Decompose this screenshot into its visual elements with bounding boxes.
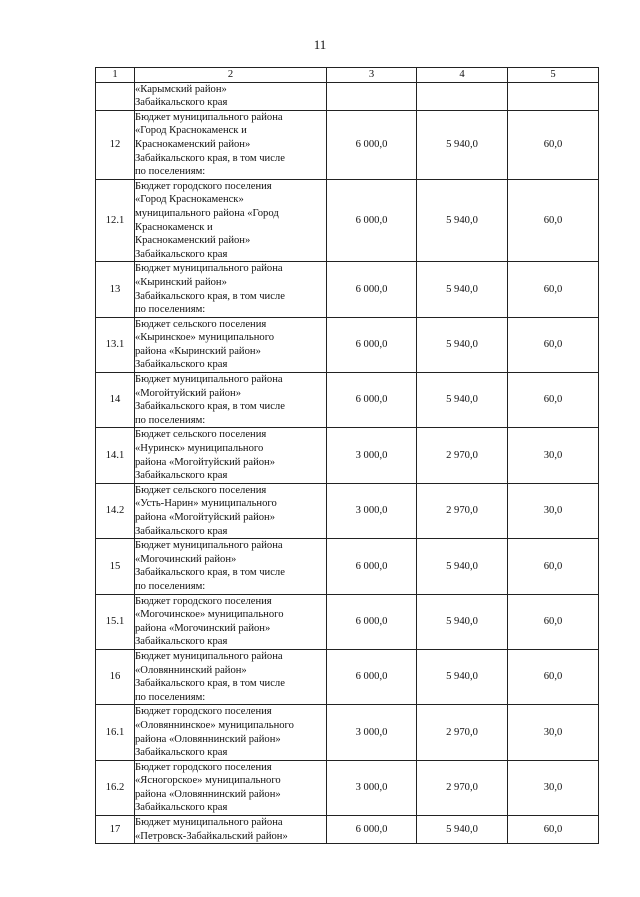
col3-value: 3 000,0 [327, 483, 417, 538]
table-row [96, 539, 599, 594]
col3-value: 3 000,0 [327, 705, 417, 760]
col5-value: 60,0 [508, 373, 599, 428]
col3-value: 3 000,0 [327, 428, 417, 483]
col3-value: 6 000,0 [327, 110, 417, 179]
row-number: 14.1 [96, 428, 135, 483]
table-row [96, 760, 599, 815]
col5-value: 30,0 [508, 760, 599, 815]
header-cell-1: 1 [96, 68, 135, 83]
col3-value: 6 000,0 [327, 317, 417, 372]
header-cell-2: 2 [135, 68, 327, 83]
col4-value: 5 940,0 [417, 179, 508, 262]
row-number: 12 [96, 110, 135, 179]
table-row [96, 179, 599, 262]
table-row [96, 428, 599, 483]
col3-value: 6 000,0 [327, 373, 417, 428]
table-row [96, 649, 599, 704]
col5-value: 30,0 [508, 483, 599, 538]
table-row [96, 110, 599, 179]
col3-value: 6 000,0 [327, 594, 417, 649]
row-name: «Карымский район» Забайкальского края [135, 82, 327, 110]
table-row [96, 816, 599, 844]
col3-value: 6 000,0 [327, 179, 417, 262]
table-row [96, 594, 599, 649]
row-name: Бюджет муниципального района «Кыринский район» Забайкальского края, в том числе по поселениям: [135, 262, 327, 317]
header-cell-5: 5 [508, 68, 599, 83]
budget-table [95, 67, 599, 844]
col4-value: 5 940,0 [417, 816, 508, 844]
row-name: Бюджет сельского поселения «Нуринск» муниципального района «Могойтуйский район» Забайкальского края [135, 428, 327, 483]
col5-value [508, 82, 599, 110]
row-number: 16.1 [96, 705, 135, 760]
row-number: 12.1 [96, 179, 135, 262]
table-row [96, 82, 599, 110]
col4-value: 2 970,0 [417, 483, 508, 538]
row-number: 13 [96, 262, 135, 317]
row-name: Бюджет муниципального района «Город Краснокаменск и Краснокаменский район» Забайкальского края, в том числе по поселениям: [135, 110, 327, 179]
col4-value [417, 82, 508, 110]
table-row [96, 705, 599, 760]
col3-value: 3 000,0 [327, 760, 417, 815]
row-name: Бюджет муниципального района «Петровск-Забайкальский район» [135, 816, 327, 844]
row-name: Бюджет муниципального района «Могочинский район» Забайкальского края, в том числе по поселениям: [135, 539, 327, 594]
row-number: 17 [96, 816, 135, 844]
header-row [96, 68, 599, 83]
col3-value: 6 000,0 [327, 649, 417, 704]
row-name: Бюджет городского поселения «Город Краснокаменск» муниципального района «Город Краснокаменск и Краснокаменский район» Забайкальского края [135, 179, 327, 262]
col5-value: 60,0 [508, 317, 599, 372]
row-number: 16.2 [96, 760, 135, 815]
col5-value: 60,0 [508, 539, 599, 594]
col3-value: 6 000,0 [327, 816, 417, 844]
row-number: 15.1 [96, 594, 135, 649]
col5-value: 60,0 [508, 179, 599, 262]
table-row [96, 317, 599, 372]
table-row [96, 483, 599, 538]
col4-value: 5 940,0 [417, 317, 508, 372]
col3-value: 6 000,0 [327, 262, 417, 317]
col4-value: 5 940,0 [417, 649, 508, 704]
col5-value: 30,0 [508, 428, 599, 483]
col5-value: 60,0 [508, 262, 599, 317]
col4-value: 5 940,0 [417, 539, 508, 594]
row-name: Бюджет городского поселения «Ясногорское» муниципального района «Оловяннинский район» Забайкальского края [135, 760, 327, 815]
row-number: 14 [96, 373, 135, 428]
col5-value: 60,0 [508, 816, 599, 844]
row-name: Бюджет городского поселения «Оловяннинское» муниципального района «Оловяннинский район» Забайкальского края [135, 705, 327, 760]
row-name: Бюджет муниципального района «Оловяннинский район» Забайкальского края, в том числе по поселениям: [135, 649, 327, 704]
row-name: Бюджет муниципального района «Могойтуйский район» Забайкальского края, в том числе по поселениям: [135, 373, 327, 428]
col4-value: 5 940,0 [417, 110, 508, 179]
col4-value: 2 970,0 [417, 760, 508, 815]
header-cell-3: 3 [327, 68, 417, 83]
header-cell-4: 4 [417, 68, 508, 83]
col4-value: 2 970,0 [417, 428, 508, 483]
row-number: 16 [96, 649, 135, 704]
col5-value: 60,0 [508, 110, 599, 179]
col4-value: 5 940,0 [417, 373, 508, 428]
col5-value: 30,0 [508, 705, 599, 760]
table-row [96, 373, 599, 428]
col4-value: 5 940,0 [417, 594, 508, 649]
row-name: Бюджет сельского поселения «Кыринское» муниципального района «Кыринский район» Забайкальского края [135, 317, 327, 372]
row-number: 15 [96, 539, 135, 594]
col5-value: 60,0 [508, 594, 599, 649]
row-number: 14.2 [96, 483, 135, 538]
col3-value: 6 000,0 [327, 539, 417, 594]
col5-value: 60,0 [508, 649, 599, 704]
col4-value: 2 970,0 [417, 705, 508, 760]
table-row [96, 262, 599, 317]
col4-value: 5 940,0 [417, 262, 508, 317]
row-number: 13.1 [96, 317, 135, 372]
page-number: 11 [313, 37, 327, 52]
row-name: Бюджет городского поселения «Могочинское» муниципального района «Могочинский район» Забайкальского края [135, 594, 327, 649]
row-name: Бюджет сельского поселения «Усть-Нарин» муниципального района «Могойтуйский район» Забайкальского края [135, 483, 327, 538]
row-number [96, 82, 135, 110]
col3-value [327, 82, 417, 110]
